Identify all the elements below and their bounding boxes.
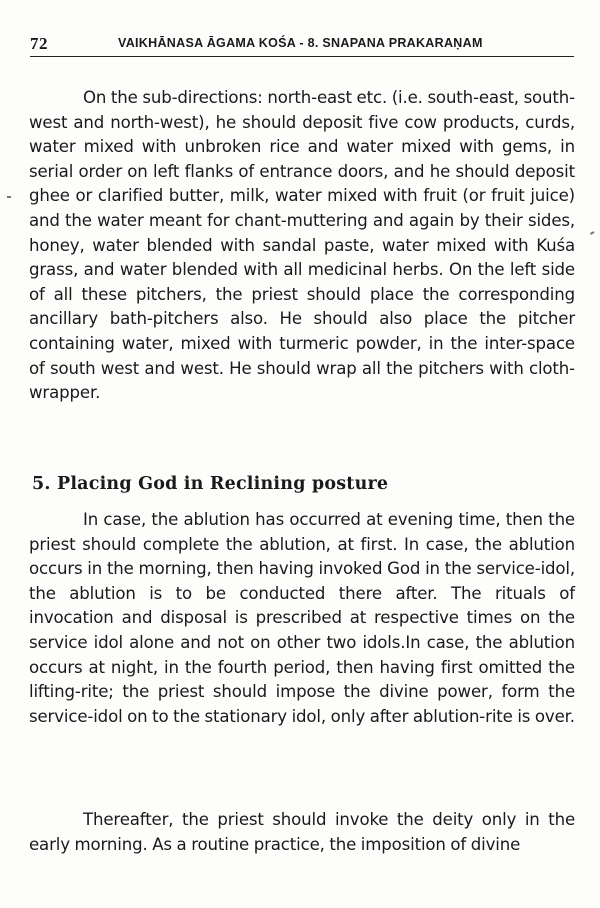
paragraph-invoke-deity bbox=[29, 808, 575, 857]
margin-mark bbox=[590, 231, 594, 234]
paragraph-ablution-timing bbox=[29, 508, 575, 729]
paragraph-text: In case, the ablution has occurred at evening time, then the priest should complete the ablution, at first. In case, the ablution occurs in the morning, then having invoked God in the service-idol, the ablution is to be conducted there after. The rituals of invocation and disposal is prescribed at respective times on the service idol alone and not on other two idols.In case, the ablution occurs at night, in the fourth period, then having first omitted the lifting-rite; the priest should impose the divine power, form the service-idol on to the stationary idol, only after ablution-rite is over. bbox=[29, 510, 575, 726]
paragraph-text: Thereafter, the priest should invoke the deity only in the early morning. As a routine practice, the imposition of divine bbox=[29, 810, 575, 854]
margin-mark bbox=[7, 196, 11, 198]
paragraph-text: On the sub-directions: north-east etc. (i.e. south-east, south-west and north-west), he should deposit five cow products, curds, water mixed with unbroken rice and water mixed with gems, in serial order on left flanks of entrance doors, and he should deposit ghee or clarified butter, milk, water mixed with fruit (or fruit juice) and the water meant for chant-muttering and again by their sides, honey, water blended with sandal paste, water mixed with Kuśa grass, and water blended with all medicinal herbs. On the left side of all these pitchers, the priest should place the corresponding ancillary bath-pitchers also. He should also place the pitcher containing water, mixed with turmeric powder, in the inter-space of south west and west. He should wrap all the pitchers with cloth-wrapper. bbox=[29, 88, 575, 403]
running-title: VAIKHĀNASA ĀGAMA KOŚA - 8. SNAPANA PRAKARAṆAM bbox=[118, 36, 483, 50]
page-number: 72 bbox=[30, 34, 48, 53]
section-heading: 5. Placing God in Reclining posture bbox=[32, 474, 389, 494]
paragraph-sub-directions bbox=[29, 86, 575, 406]
running-header bbox=[30, 34, 574, 57]
